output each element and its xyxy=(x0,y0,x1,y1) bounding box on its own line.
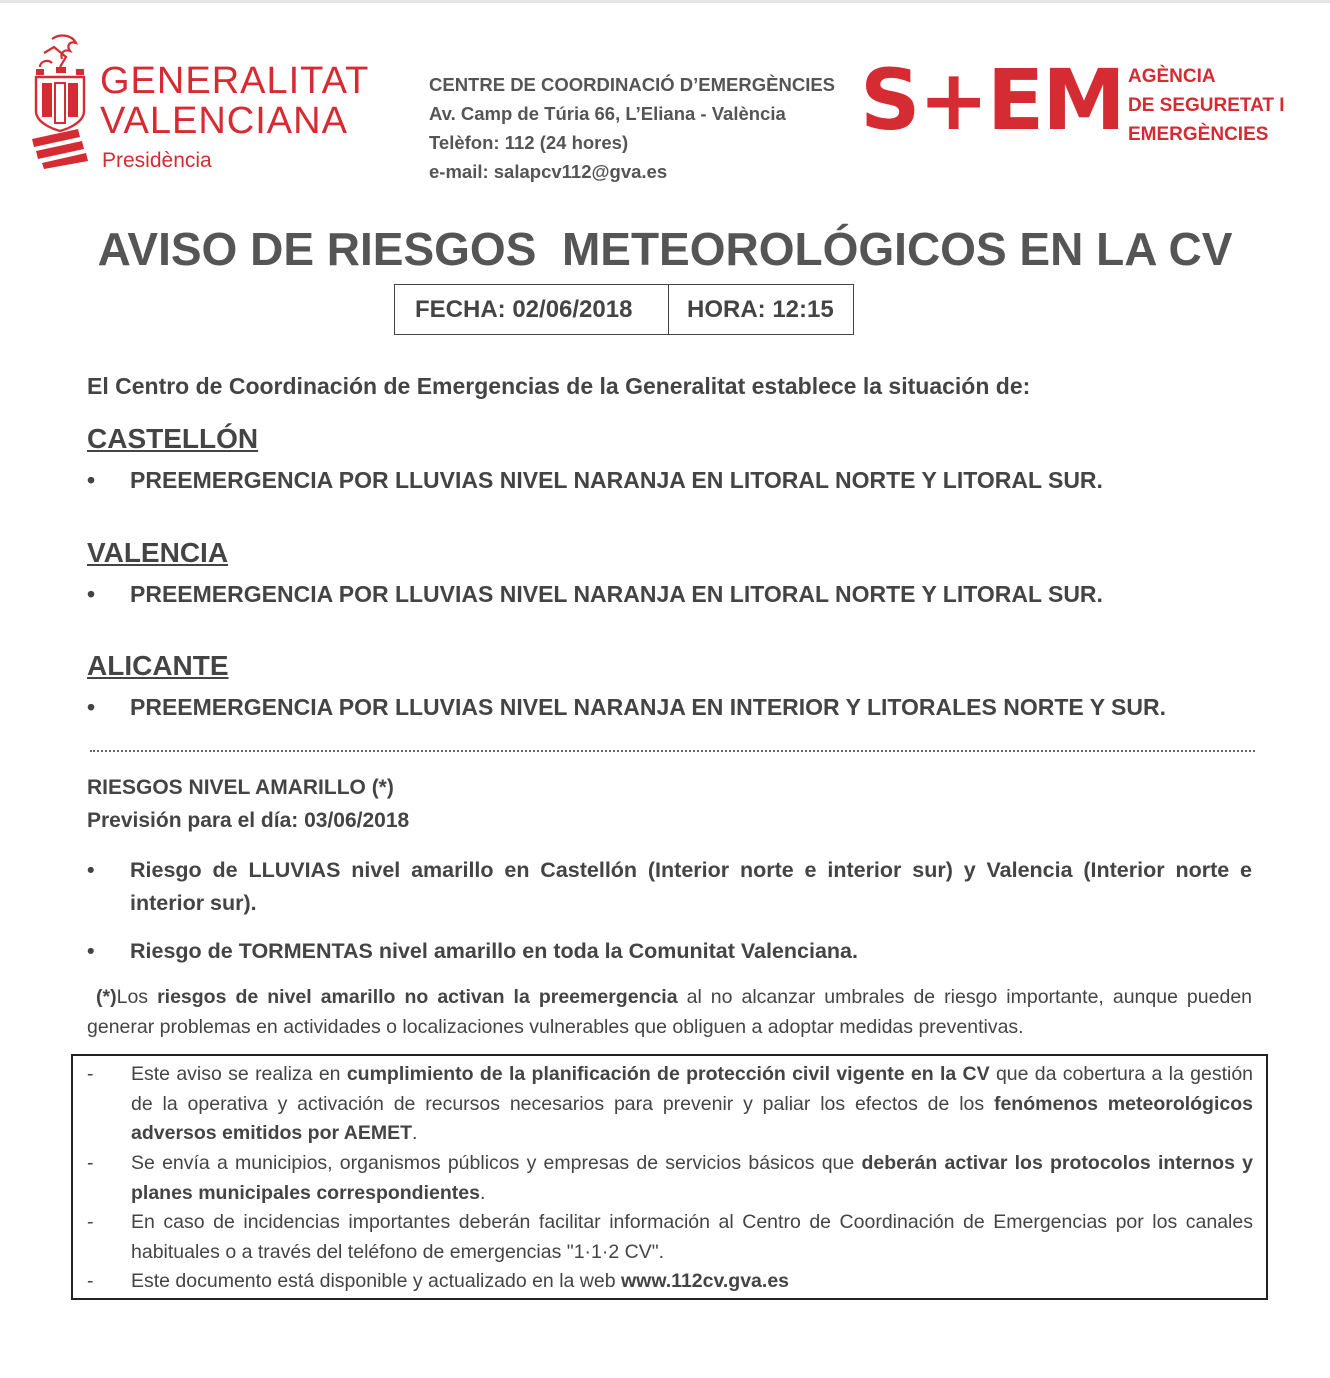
center-address: Av. Camp de Túria 66, L’Eliana - València xyxy=(429,103,786,124)
info-item-website xyxy=(87,1267,1253,1297)
dash-marker: - xyxy=(87,1152,94,1174)
yellow-risk-item xyxy=(87,854,1252,920)
sem-agency-line3: EMERGÈNCIES xyxy=(1128,124,1269,145)
center-phone: Telèfon: 112 (24 hores) xyxy=(429,132,629,153)
info-text: que da cobertura a la gestión de la operativa y activación de recursos necesarios para prevenir y paliar los efectos de los xyxy=(131,1063,1254,1115)
sem-logo-text: S+EM xyxy=(860,51,1124,149)
dotted-separator xyxy=(90,750,1255,752)
info-bold: cumplimiento de la planificación de protección civil vigente en la CV xyxy=(346,1063,990,1085)
dash-marker: - xyxy=(87,1211,94,1233)
forecast-date: Previsión para el día: 03/06/2018 xyxy=(87,809,410,832)
note-star: (*) xyxy=(96,986,117,1008)
generalitat-name-line2: VALENCIANA xyxy=(100,100,348,142)
bullet-icon: • xyxy=(87,467,96,493)
time-field: HORA: 12:15 xyxy=(687,296,834,323)
info-text: Se envía a municipios, organismos públicos y empresas de servicios básicos que xyxy=(131,1152,862,1174)
info-text: . xyxy=(479,1181,486,1204)
risk-text: Riesgo de LLUVIAS nivel amarillo en Castellón (Interior norte e interior sur) y Valencia (Interior norte e interior sur). xyxy=(130,858,1252,915)
note-text-1: Los xyxy=(116,986,158,1008)
region-title-castellon: CASTELLÓN xyxy=(87,423,259,454)
info-text: Este documento está disponible y actualizado en la web xyxy=(131,1270,621,1292)
bullet-icon: • xyxy=(87,858,95,882)
generalitat-name-line1: GENERALITAT xyxy=(100,60,370,102)
region-title-alicante: ALICANTE xyxy=(87,650,229,681)
intro-text: El Centro de Coordinación de Emergencias de la Generalitat establece la situación de: xyxy=(87,373,1031,399)
emergency-center-contact xyxy=(429,70,835,186)
page-title: AVISO DE RIESGOS METEOROLÓGICOS EN LA CV xyxy=(97,223,1233,275)
alert-text: PREEMERGENCIA POR LLUVIAS NIVEL NARANJA EN LITORAL NORTE Y LITORAL SUR. xyxy=(130,581,1103,607)
top-border xyxy=(0,0,1330,3)
alert-text: PREEMERGENCIA POR LLUVIAS NIVEL NARANJA EN INTERIOR Y LITORALES NORTE Y SUR. xyxy=(130,694,1166,720)
info-item-incidents xyxy=(87,1208,1253,1267)
risk-text: Riesgo de TORMENTAS nivel amarillo en toda la Comunitat Valenciana. xyxy=(130,939,858,963)
center-email[interactable]: e-mail: salapcv112@gva.es xyxy=(429,161,668,182)
info-item-planning xyxy=(87,1060,1253,1149)
website-link[interactable]: www.112cv.gva.es xyxy=(620,1270,790,1292)
yellow-risks-heading: RIESGOS NIVEL AMARILLO (*) xyxy=(87,776,394,799)
date-time-box xyxy=(394,284,854,335)
note-text-2: al no alcanzar umbrales de riesgo importante, aunque pueden generar problemas en actividades o localizaciones vulnerables que obliguen a adoptar medidas preventivas. xyxy=(87,986,1253,1038)
region-title-valencia: VALENCIA xyxy=(87,537,229,568)
generalitat-department: Presidència xyxy=(102,149,212,172)
sem-agency-logo xyxy=(860,51,1300,149)
info-bold: deberán activar los protocolos internos y planes municipales correspondientes xyxy=(131,1152,1253,1204)
info-text: . xyxy=(412,1122,418,1144)
info-text: En caso de incidencias importantes deberán facilitar información al Centro de Coordinación de Emergencias por los canales habituales o a través del teléfono de emergencias "1·1·2 CV". xyxy=(131,1211,1253,1263)
sem-agency-line2: DE SEGURETAT I xyxy=(1128,95,1285,116)
info-bold: fenómenos meteorológicos adversos emitidos por AEMET xyxy=(131,1092,1253,1144)
bullet-icon: • xyxy=(87,694,96,720)
yellow-risk-item xyxy=(87,935,1252,968)
yellow-level-note xyxy=(87,982,1252,1042)
dash-marker: - xyxy=(87,1063,94,1085)
sem-agency-name xyxy=(1128,62,1285,149)
sem-agency-line1: AGÈNCIA xyxy=(1128,66,1216,87)
info-box xyxy=(71,1054,1268,1300)
bullet-icon: • xyxy=(87,939,95,963)
bullet-icon: • xyxy=(87,581,96,607)
date-field: FECHA: 02/06/2018 xyxy=(395,285,669,334)
info-item-recipients xyxy=(87,1149,1253,1208)
generalitat-crest-icon xyxy=(30,33,92,169)
generalitat-logo xyxy=(30,33,370,183)
note-bold-text: riesgos de nivel amarillo no activan la preemergencia xyxy=(157,986,678,1008)
dash-marker: - xyxy=(87,1270,94,1292)
alert-text: PREEMERGENCIA POR LLUVIAS NIVEL NARANJA EN LITORAL NORTE Y LITORAL SUR. xyxy=(130,467,1103,493)
info-text: Este aviso se realiza en xyxy=(131,1063,347,1085)
center-name: CENTRE DE COORDINACIÓ D’EMERGÈNCIES xyxy=(429,74,836,95)
